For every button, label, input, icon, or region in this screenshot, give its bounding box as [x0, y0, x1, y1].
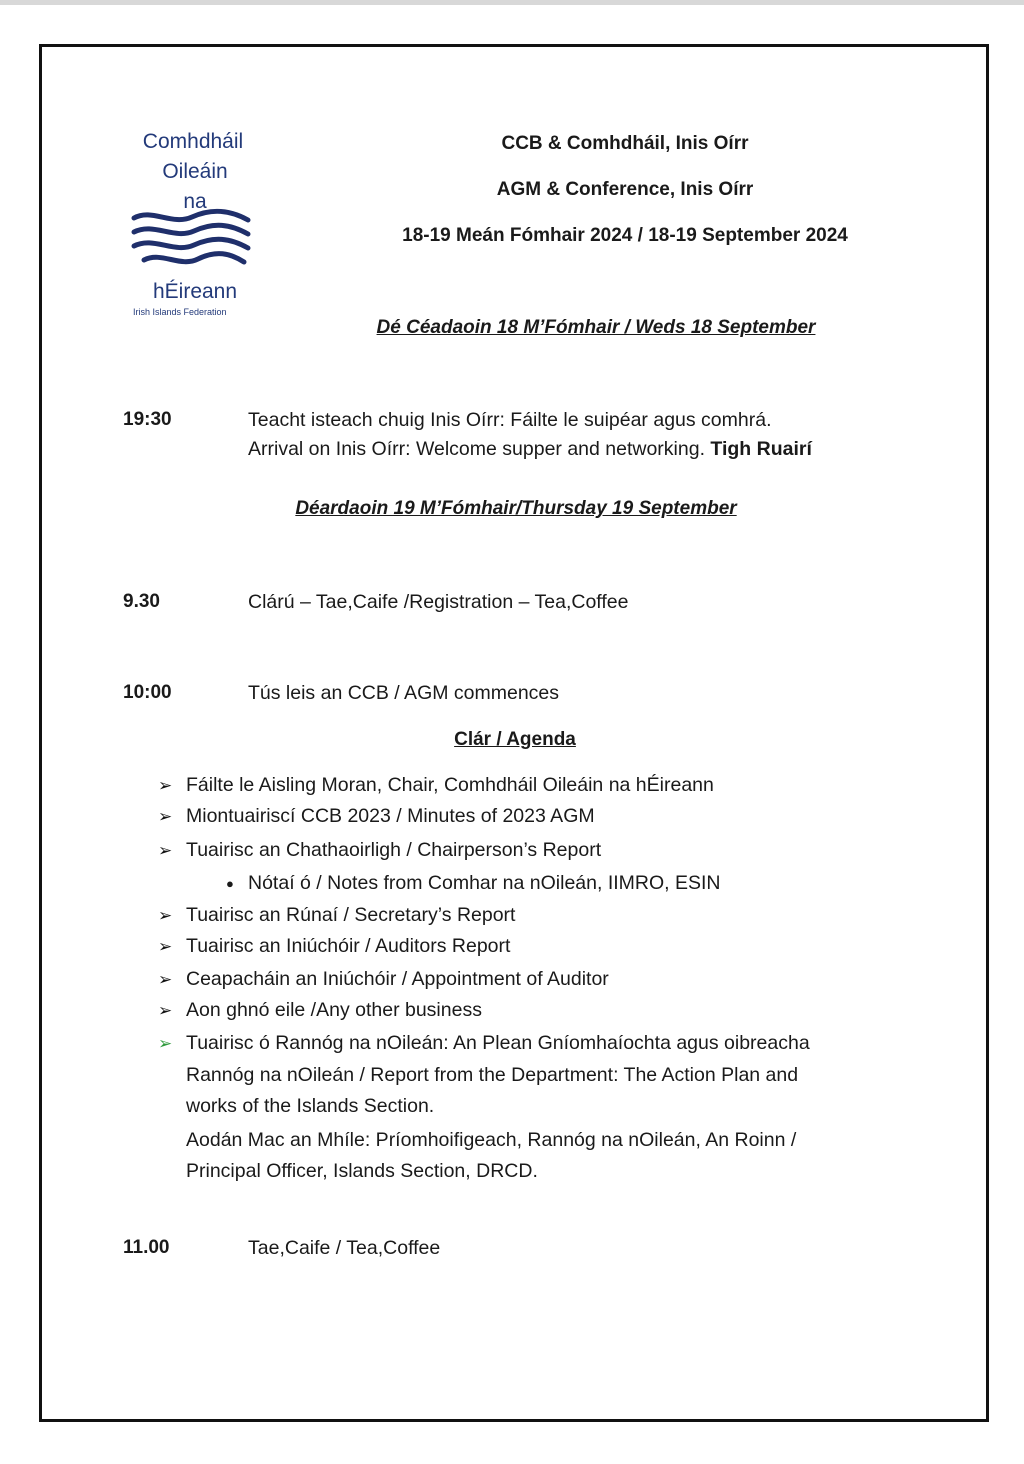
item-text-english	[248, 438, 812, 461]
arrow-bullet-icon: ➢	[158, 1034, 173, 1053]
logo-subtitle: Irish Islands Federation	[133, 307, 227, 317]
item-text-irish: Teacht isteach chuig Inis Oírr: Fáilte le suipéar agus comhrá.	[248, 409, 772, 431]
item-text: Tae,Caife / Tea,Coffee	[248, 1237, 441, 1259]
agenda-item-text: Fáilte le Aisling Moran, Chair, Comhdháil Oileáin na hÉireann	[186, 774, 714, 796]
time-label: 10:00	[123, 682, 172, 703]
agenda-subitem-text: Nótaí ó / Notes from Comhar na nOileán, IIMRO, ESIN	[248, 872, 721, 894]
time-label: 19:30	[123, 409, 172, 430]
agenda-item-text: Tuairisc an Chathaoirligh / Chairperson’s Report	[186, 839, 602, 861]
venue-label: Tigh Ruairí	[710, 438, 812, 460]
agenda-item-text: Ceapacháin an Iniúchóir / Appointment of Auditor	[186, 968, 609, 990]
logo-line-3: na	[183, 190, 207, 213]
arrow-bullet-icon: ➢	[158, 776, 173, 795]
agenda-item-text: Miontuairiscí CCB 2023 / Minutes of 2023 AGM	[186, 805, 595, 827]
item-text: Clárú – Tae,Caife /Registration – Tea,Coffee	[248, 591, 629, 613]
agenda-item-text-line-1: Tuairisc ó Rannóg na nOileán: An Plean Gníomhaíochta agus oibreacha	[186, 1032, 810, 1054]
waves-icon	[130, 208, 252, 270]
agenda-item-text-line-2: Rannóg na nOileán / Report from the Department: The Action Plan and	[186, 1064, 799, 1086]
agenda-item-text-line-5: Principal Officer, Islands Section, DRCD.	[186, 1160, 538, 1182]
time-label: 9.30	[123, 591, 160, 612]
agenda-title: Clár / Agenda	[454, 729, 576, 750]
time-label: 11.00	[123, 1237, 170, 1258]
agenda-item-text: Tuairisc an Iniúchóir / Auditors Report	[186, 935, 511, 957]
arrow-bullet-icon: ➢	[158, 937, 173, 956]
logo-line-1: Comhdháil	[142, 130, 244, 153]
dot-bullet-icon: ●	[226, 876, 234, 891]
item-text: Arrival on Inis Oírr: Welcome supper and networking.	[248, 438, 705, 460]
header-line-3: 18-19 Meán Fómhair 2024 / 18-19 September 2024	[402, 225, 848, 246]
agenda-item-text: Aon ghnó eile /Any other business	[186, 999, 482, 1021]
day1-title: Dé Céadaoin 18 M’Fómhair / Weds 18 September	[376, 317, 816, 338]
arrow-bullet-icon: ➢	[158, 841, 173, 860]
logo-line-2: Oileáin	[162, 160, 228, 183]
arrow-bullet-icon: ➢	[158, 807, 173, 826]
top-border	[0, 0, 1024, 5]
header-line-2: AGM & Conference, Inis Oírr	[496, 179, 754, 200]
arrow-bullet-icon: ➢	[158, 970, 173, 989]
arrow-bullet-icon: ➢	[158, 1001, 173, 1020]
agenda-item-text-line-3: works of the Islands Section.	[186, 1095, 435, 1117]
arrow-bullet-icon: ➢	[158, 906, 173, 925]
header-line-1: CCB & Comhdháil, Inis Oírr	[501, 133, 749, 154]
logo-line-4: hÉireann	[152, 280, 238, 303]
day2-title: Déardaoin 19 M’Fómhair/Thursday 19 September	[295, 498, 737, 519]
agenda-item-text-line-4: Aodán Mac an Mhíle: Príomhoifigeach, Rannóg na nOileán, An Roinn /	[186, 1129, 797, 1151]
item-text: Tús leis an CCB / AGM commences	[248, 682, 560, 704]
agenda-item-text: Tuairisc an Rúnaí / Secretary’s Report	[186, 904, 516, 926]
